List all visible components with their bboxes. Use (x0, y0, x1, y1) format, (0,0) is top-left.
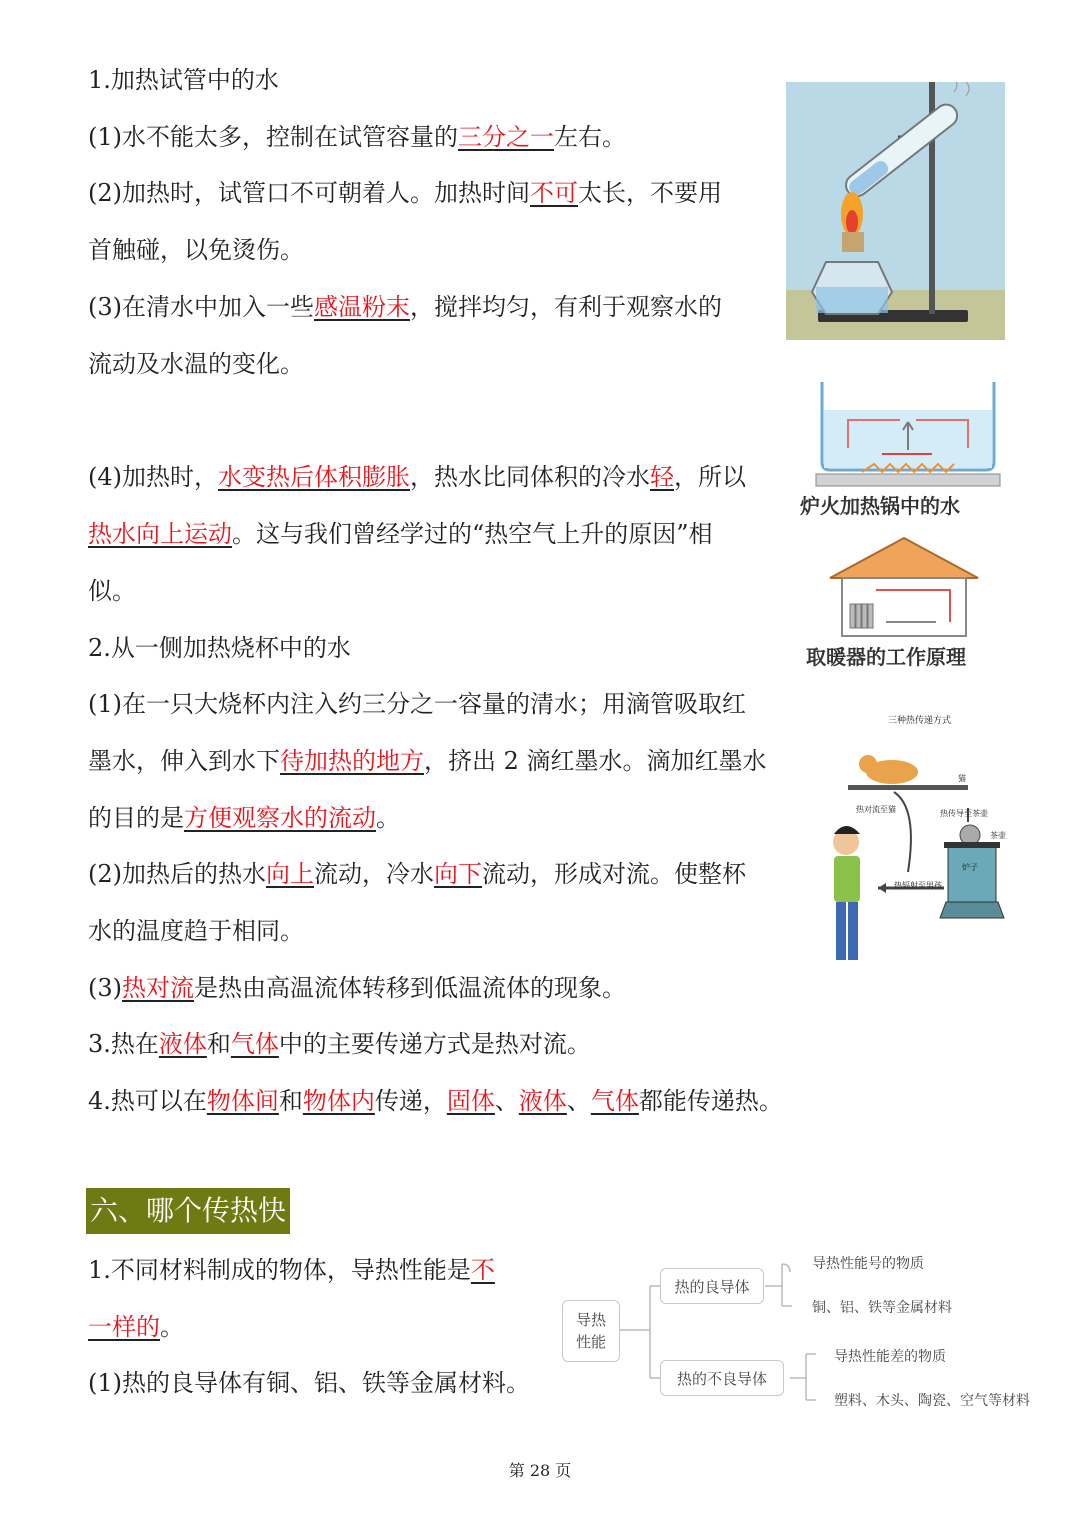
text-line (88, 973, 626, 1003)
highlighted-keyword: 一样的 (88, 1313, 160, 1341)
highlighted-keyword: 三分之一 (458, 123, 554, 151)
text-segment: 都能传递热。 (638, 1087, 783, 1115)
text-segment: 传递， (374, 1087, 447, 1115)
radiation-label: 热辐射至男孩 (894, 881, 942, 890)
text-line (88, 519, 713, 549)
heater-house-image (826, 534, 982, 638)
footer-suffix: 页 (555, 1461, 572, 1480)
text-segment: (4)加热时， (88, 463, 218, 491)
text-segment: 、 (566, 1087, 591, 1115)
text-segment: 似。 (88, 577, 136, 605)
text-segment: (3) (88, 974, 122, 1002)
text-segment: 1.加热试管中的水 (88, 66, 279, 94)
footer-prefix: 第 (508, 1461, 525, 1480)
text-segment: 1.不同材料制成的物体，导热性能是 (88, 1256, 471, 1284)
mindmap-good-desc: 导热性能号的物质 (812, 1256, 924, 1272)
highlighted-keyword: 气体 (590, 1087, 639, 1115)
text-line (88, 65, 279, 95)
footer-page-number: 28 (529, 1461, 551, 1480)
highlighted-keyword: 固体 (446, 1087, 495, 1115)
text-line (88, 746, 767, 776)
text-line (88, 349, 304, 379)
text-segment: 水的温度趋于相同。 (88, 917, 304, 945)
highlighted-keyword: 轻 (650, 463, 674, 491)
teapot-label: 茶壶 (990, 831, 1006, 840)
mindmap-good-conductor: 热的良导体 (660, 1268, 764, 1304)
text-line (88, 576, 136, 606)
text-segment: 是热由高温流体转移到低温流体的现象。 (194, 974, 626, 1002)
highlighted-keyword: 方便观察水的流动 (184, 804, 376, 832)
text-segment: (2)加热时，试管口不可朝着人。加热时间 (88, 179, 530, 207)
text-line (88, 803, 400, 833)
text-segment: 首触碰，以免烫伤。 (88, 236, 304, 264)
stove-label: 炉子 (962, 863, 978, 872)
highlighted-keyword: 气体 (230, 1030, 279, 1058)
text-segment: (1)水不能太多，控制在试管容量的 (88, 123, 458, 151)
mindmap-bad-desc: 导热性能差的物质 (834, 1349, 946, 1365)
text-line (88, 178, 722, 208)
text-segment: 和 (278, 1087, 303, 1115)
highlighted-keyword: 向下 (434, 860, 482, 888)
highlighted-keyword: 待加热的地方 (280, 747, 424, 775)
text-segment: 的目的是 (88, 804, 184, 832)
highlighted-keyword: 物体内 (302, 1087, 375, 1115)
text-segment: 、 (494, 1087, 519, 1115)
pot-caption: 炉火加热锅中的水 (800, 494, 960, 518)
text-line (88, 1086, 783, 1116)
text-line (88, 689, 746, 719)
cat-label: 猫 (958, 774, 966, 783)
conduction-label: 热传导至茶壶 (940, 809, 988, 818)
text-line (88, 462, 746, 492)
highlighted-keyword: 感温粉末 (314, 293, 410, 321)
text-segment: 流动及水温的变化。 (88, 350, 304, 378)
text-line (88, 916, 304, 946)
text-line (88, 1255, 495, 1285)
text-segment: 。 (376, 804, 400, 832)
text-segment: (2)加热后的热水 (88, 860, 266, 888)
mindmap-root: 导热性能 (562, 1300, 620, 1362)
text-segment: ，所以 (674, 463, 746, 491)
highlighted-keyword: 液体 (518, 1087, 567, 1115)
text-segment: 流动，形成对流。使整杯 (482, 860, 746, 888)
highlighted-keyword: 向上 (266, 860, 314, 888)
mindmap-bad-conductor: 热的不良导体 (660, 1360, 784, 1396)
text-segment: ，挤出 2 滴红墨水。滴加红墨水 (424, 747, 767, 775)
text-segment: 。这与我们曾经学过的“热空气上升的原因”相 (232, 520, 713, 548)
highlighted-keyword: 不可 (530, 179, 578, 207)
three-ways-title: 三种热传递方式 (888, 716, 952, 726)
text-segment: 和 (206, 1030, 231, 1058)
section-title: 六、哪个传热快 (86, 1188, 290, 1234)
text-line (88, 1368, 530, 1398)
text-segment: 太长，不要用 (578, 179, 722, 207)
three-ways-image (808, 738, 1018, 976)
text-segment: 2.从一侧加热烧杯中的水 (88, 634, 351, 662)
text-line (88, 235, 304, 265)
mindmap-bad-items: 塑料、木头、陶瓷、空气等材料 (834, 1393, 1030, 1409)
text-line (88, 122, 626, 152)
mindmap-good-items: 铜、铝、铁等金属材料 (812, 1300, 952, 1316)
text-segment: 左右。 (554, 123, 626, 151)
text-line (88, 292, 722, 322)
text-line (88, 1312, 184, 1342)
text-line (88, 859, 746, 889)
heater-caption: 取暖器的工作原理 (806, 645, 966, 669)
highlighted-keyword: 不 (470, 1256, 495, 1284)
page-footer (0, 1458, 1080, 1481)
text-segment: 3.热在 (88, 1030, 159, 1058)
convection-label: 热对流至猫 (856, 805, 896, 814)
highlighted-keyword: 热水向上运动 (88, 520, 232, 548)
text-segment: (1)热的良导体有铜、铝、铁等金属材料。 (88, 1369, 530, 1397)
text-segment: 。 (160, 1313, 184, 1341)
text-segment: (3)在清水中加入一些 (88, 293, 314, 321)
text-line (88, 1029, 591, 1059)
highlighted-keyword: 液体 (158, 1030, 207, 1058)
text-segment: (1)在一只大烧杯内注入约三分之一容量的清水；用滴管吸取红 (88, 690, 746, 718)
text-segment: ，搅拌均匀，有利于观察水的 (410, 293, 722, 321)
text-segment: 4.热可以在 (88, 1087, 207, 1115)
text-segment: 墨水，伸入到水下 (88, 747, 280, 775)
highlighted-keyword: 水变热后体积膨胀 (218, 463, 410, 491)
highlighted-keyword: 热对流 (122, 974, 194, 1002)
text-segment: ，热水比同体积的冷水 (410, 463, 650, 491)
text-segment: 流动，冷水 (314, 860, 434, 888)
text-segment: 中的主要传递方式是热对流。 (278, 1030, 591, 1058)
test-tube-heating-image (786, 82, 1005, 340)
highlighted-keyword: 物体间 (206, 1087, 279, 1115)
text-line (88, 633, 351, 663)
pot-on-stove-image (812, 378, 1004, 488)
